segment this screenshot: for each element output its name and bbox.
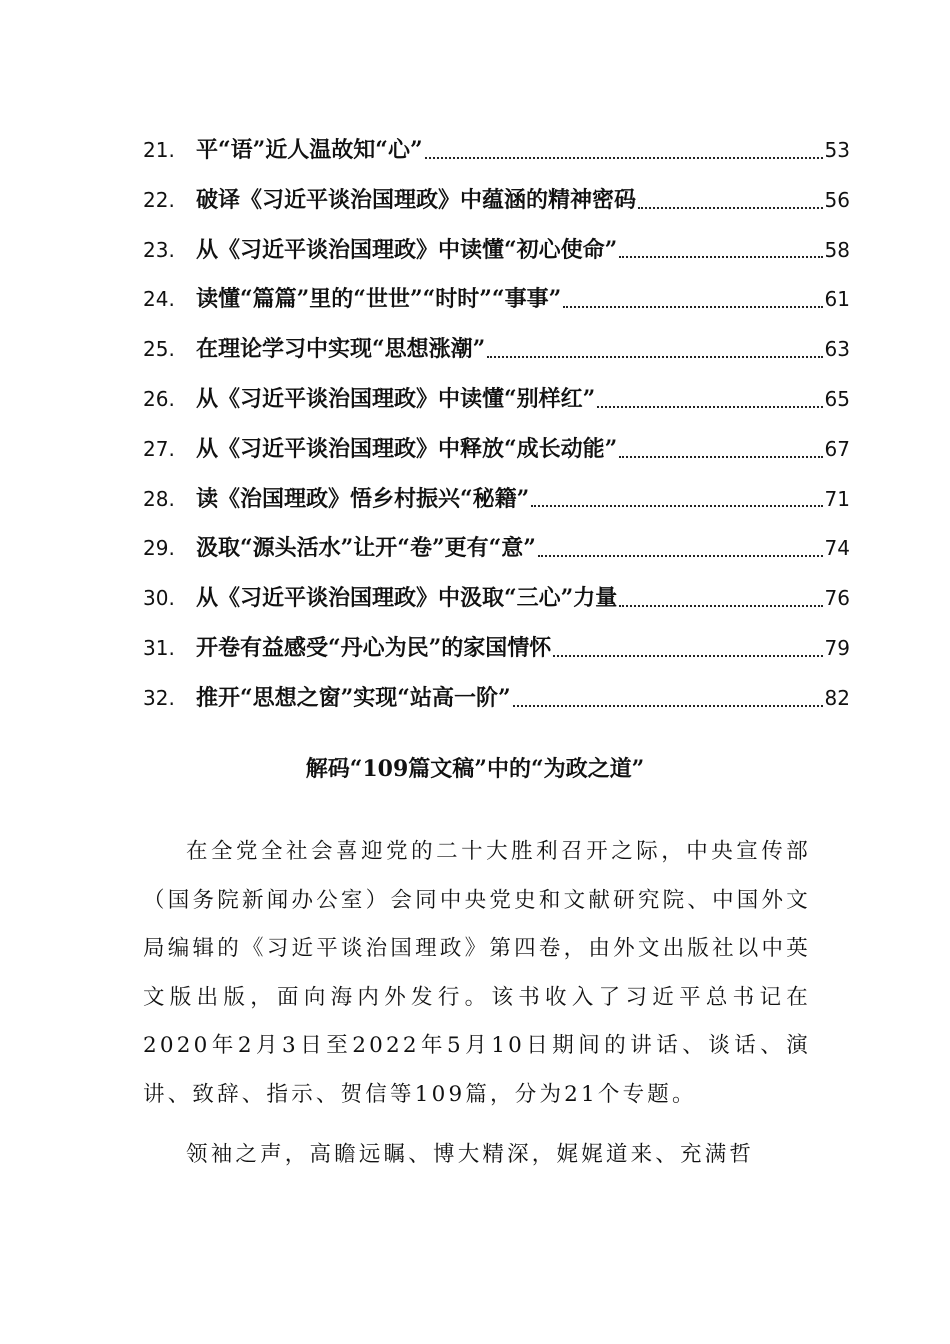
article-title: 解码“109篇文稿”中的“为政之道” (305, 756, 645, 782)
toc-number: 32. (143, 685, 175, 710)
toc-page-number: 79 (824, 635, 850, 660)
toc-title: 破译《习近平谈治国理政》中蕴涵的精神密码 (196, 186, 637, 213)
toc-number: 27. (143, 436, 175, 461)
toc-number: 24. (143, 287, 175, 312)
toc-number: 21. (143, 138, 175, 162)
toc-page-number: 65 (824, 386, 850, 411)
toc-page-number: 61 (824, 287, 850, 312)
toc-entry[interactable] (143, 275, 850, 325)
toc-entry[interactable] (143, 475, 850, 525)
toc-page-number: 56 (824, 187, 850, 212)
toc-title: 从《习近平谈治国理政》中汲取“三心”力量 (196, 585, 618, 612)
toc-title: 从《习近平谈治国理政》中读懂“别样红” (196, 385, 596, 412)
toc-leader (619, 256, 822, 258)
table-of-contents (143, 126, 850, 724)
toc-entry[interactable] (143, 325, 850, 375)
toc-leader (531, 505, 822, 507)
toc-title: 从《习近平谈治国理政》中释放“成长动能” (196, 435, 618, 462)
toc-number: 31. (143, 635, 175, 660)
toc-number: 22. (143, 187, 175, 212)
toc-leader (597, 406, 822, 408)
body-paragraph: 在全党全社会喜迎党的二十大胜利召开之际，中央宣传部（国务院新闻办公室）会同中央党史和文献研究院、中国外文局编辑的《习近平谈治国理政》第四卷，由外文出版社以中英文版出版，面向海内外发行。该书收入了习近平总书记在2020年2月3日至2022年5月10日期间的讲话、谈话、演讲、致辞、指示、贺信等109篇，分为21个专题。 (143, 839, 811, 1107)
article-body (143, 828, 811, 1190)
toc-page-number: 63 (824, 337, 850, 362)
toc-number: 29. (143, 536, 175, 561)
toc-leader (538, 555, 823, 557)
toc-page-number: 67 (824, 436, 850, 461)
toc-title: 读《治国理政》悟乡村振兴“秘籍” (196, 485, 530, 512)
toc-page-number: 58 (824, 237, 850, 262)
toc-title: 读懂“篇篇”里的“世世”“时时”“事事” (196, 286, 562, 313)
toc-number: 28. (143, 486, 175, 511)
toc-entry[interactable] (143, 226, 850, 276)
toc-leader (563, 306, 822, 308)
toc-leader (553, 655, 822, 657)
toc-title: 推开“思想之窗”实现“站高一阶” (196, 684, 511, 711)
toc-entry[interactable] (143, 674, 850, 724)
toc-leader (619, 605, 822, 607)
toc-leader (619, 456, 822, 458)
toc-entry[interactable] (143, 126, 850, 176)
toc-title: 从《习近平谈治国理政》中读懂“初心使命” (196, 236, 618, 263)
body-paragraph: 领袖之声，高瞻远瞩、博大精深，娓娓道来、充满哲 (186, 1141, 755, 1167)
toc-title: 平“语”近人温故知“心” (196, 137, 423, 163)
toc-page-number: 53 (824, 138, 850, 162)
toc-page-number: 74 (824, 536, 850, 561)
toc-entry[interactable] (143, 524, 850, 574)
toc-entry[interactable] (143, 176, 850, 226)
toc-leader (638, 207, 823, 209)
toc-page-number: 71 (824, 486, 850, 511)
toc-number: 23. (143, 237, 175, 262)
toc-number: 25. (143, 337, 175, 362)
toc-leader (487, 356, 822, 358)
toc-entry[interactable] (143, 425, 850, 475)
toc-number: 30. (143, 586, 175, 611)
toc-number: 26. (143, 386, 175, 411)
toc-leader (425, 157, 823, 159)
toc-entry[interactable] (143, 375, 850, 425)
toc-page-number: 76 (824, 586, 850, 611)
toc-title: 在理论学习中实现“思想涨潮” (196, 336, 486, 363)
toc-entry[interactable] (143, 624, 850, 674)
toc-leader (513, 705, 823, 707)
toc-title: 开卷有益感受“丹心为民”的家国情怀 (196, 634, 552, 661)
toc-title: 汲取“源头活水”让开“卷”更有“意” (196, 535, 536, 562)
toc-page-number: 82 (824, 685, 850, 710)
toc-entry[interactable] (143, 574, 850, 624)
